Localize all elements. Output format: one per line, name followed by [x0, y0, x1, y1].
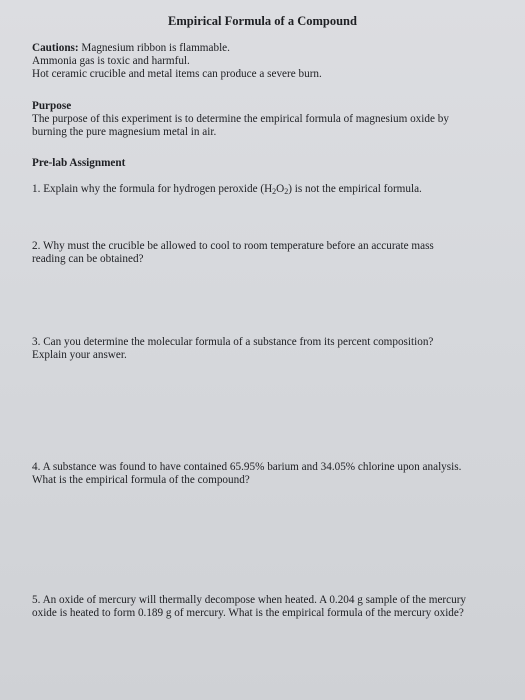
caution-text-1: Magnesium ribbon is flammable. — [81, 42, 230, 54]
question-2 — [32, 240, 502, 266]
q1-before: 1. Explain why the formula for hydrogen peroxide (H — [32, 183, 273, 195]
question-4 — [32, 461, 502, 487]
caution-line-1 — [32, 42, 502, 55]
prelab-heading: Pre-lab Assignment — [32, 157, 126, 169]
q1-mid: O — [276, 183, 285, 195]
prelab-heading-block — [32, 157, 502, 170]
q1-sub-2: 2 — [284, 187, 289, 196]
question-5 — [32, 594, 520, 620]
caution-line-2: Ammonia gas is toxic and harmful. — [32, 55, 190, 67]
cautions-label: Cautions: — [32, 42, 79, 54]
question-5-line-1: 5. An oxide of mercury will thermally decompose when heated. A 0.204 g sample of the mercury — [32, 594, 467, 606]
question-5-line-2: oxide is heated to form 0.189 g of mercury. What is the empirical formula of the mercury oxide? — [32, 607, 464, 619]
q1-after: ) is not the empirical formula. — [288, 183, 422, 195]
question-2-line-2: reading can be obtained? — [32, 253, 144, 265]
caution-line-3: Hot ceramic crucible and metal items can produce a severe burn. — [32, 68, 322, 80]
q1-sub-1: 2 — [272, 187, 277, 196]
page-title: Empirical Formula of a Compound — [168, 14, 357, 28]
cautions-section — [32, 42, 502, 81]
question-3-line-2: Explain your answer. — [32, 349, 127, 361]
question-2-line-1: 2. Why must the crucible be allowed to cool to room temperature before an accurate mass — [32, 240, 434, 252]
purpose-heading: Purpose — [32, 100, 72, 112]
question-1 — [32, 183, 502, 198]
question-4-line-1: 4. A substance was found to have contained 65.95% barium and 34.05% chlorine upon analysis. — [32, 461, 462, 473]
question-1-text — [32, 183, 502, 198]
purpose-section — [32, 100, 502, 139]
purpose-line-2: burning the pure magnesium metal in air. — [32, 126, 217, 138]
question-3-line-1: 3. Can you determine the molecular formula of a substance from its percent composition? — [32, 336, 434, 348]
purpose-line-1: The purpose of this experiment is to determine the empirical formula of magnesium oxide by — [32, 113, 449, 125]
question-3 — [32, 336, 502, 362]
question-4-line-2: What is the empirical formula of the compound? — [32, 474, 250, 486]
